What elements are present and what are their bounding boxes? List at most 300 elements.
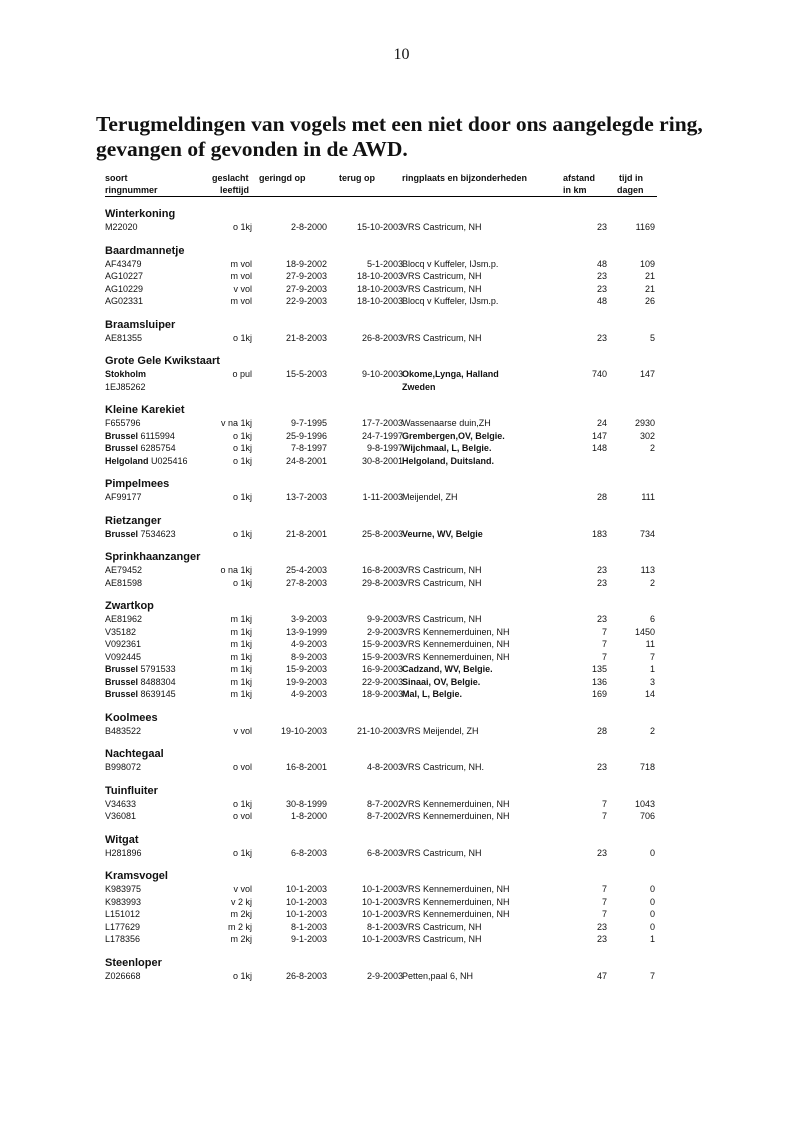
ringed-date: 8-9-2003 [290, 651, 327, 662]
days-elapsed: 1450 [634, 626, 655, 637]
species-name: Grote Gele Kwikstaart [105, 355, 220, 367]
sex-age: o vol [232, 811, 252, 821]
return-date: 8-7-2002 [366, 811, 403, 821]
ring-place: VRS Kennemerduinen, NH [402, 884, 510, 894]
table-row [105, 221, 657, 234]
ringed-date: 10-1-2003 [285, 896, 327, 907]
sex-age: v 2 kj [230, 896, 252, 907]
ring-scheme: Brussel [105, 443, 139, 453]
sex-age: v vol [233, 884, 252, 894]
ring-place: VRS Castricum, NH [402, 332, 482, 343]
ringed-date: 30-8-1999 [285, 798, 327, 809]
days-elapsed: 109 [639, 258, 655, 269]
distance-km: 148 [591, 443, 607, 453]
ring-code: H281896 [105, 847, 142, 858]
days-elapsed: 718 [639, 762, 655, 772]
table-row [105, 798, 657, 811]
ring-place: VRS Castricum, NH [402, 921, 482, 932]
days-elapsed: 111 [641, 492, 655, 502]
return-date: 18-9-2003 [361, 689, 403, 699]
table-row [105, 970, 657, 983]
ring-number [105, 455, 188, 468]
ring-place: Wassenaarse duin,ZH [402, 418, 491, 428]
days-elapsed: 1043 [634, 798, 655, 809]
ring-place: VRS Kennemerduinen, NH [402, 651, 510, 662]
table-row [105, 613, 657, 626]
sex-age: o 1kj [232, 798, 252, 809]
table-row [105, 761, 657, 774]
sex-age: m 1kj [230, 614, 252, 624]
ring-number [105, 270, 143, 283]
return-date: 22-9-2003 [361, 676, 403, 687]
table-row [105, 430, 657, 443]
ring-place: Meijendel, ZH [402, 492, 458, 502]
table-row [105, 270, 657, 283]
ring-place: Blocq v Kuffeler, IJsm.p. [402, 258, 499, 269]
days-elapsed: 1 [649, 934, 655, 944]
ring-scheme: Brussel [105, 528, 139, 539]
return-date: 9-8-1997 [366, 443, 403, 453]
return-date: 26-8-2003 [361, 332, 403, 343]
ring-code: AG10229 [105, 283, 144, 294]
ring-place: Zweden [402, 381, 436, 392]
distance-km: 7 [601, 626, 607, 637]
distance-km: 24 [596, 418, 607, 428]
sex-age: o na 1kj [220, 565, 252, 575]
distance-km: 23 [596, 283, 607, 294]
ring-code: AG02331 [105, 296, 144, 306]
sex-age: o 1kj [232, 455, 252, 466]
days-elapsed: 2 [649, 443, 655, 453]
ring-number [105, 921, 140, 934]
ringed-date: 6-8-2003 [290, 847, 327, 858]
ring-code: B998072 [105, 762, 142, 772]
header-tijd-in: tijd in [619, 173, 643, 183]
ringed-date: 15-5-2003 [285, 369, 327, 379]
distance-km: 28 [596, 725, 607, 736]
days-elapsed: 113 [640, 565, 655, 575]
ring-place: VRS Castricum, NH [402, 614, 482, 624]
sex-age: o vol [232, 762, 252, 772]
ring-number [105, 613, 142, 626]
ring-code: 8488304 [140, 676, 176, 687]
ring-number [105, 417, 141, 430]
ring-code: 6115994 [140, 430, 175, 441]
days-elapsed: 0 [649, 921, 655, 932]
days-elapsed: 2 [649, 725, 655, 736]
species-name: Koolmees [105, 711, 158, 724]
ringed-date: 4-9-2003 [290, 639, 327, 649]
ring-code: AE81355 [105, 332, 143, 343]
ring-place: VRS Castricum, NH [402, 577, 482, 588]
header-terug-op: terug op [339, 173, 375, 183]
ring-number [105, 688, 176, 701]
ring-place: VRS Meijendel, ZH [402, 725, 479, 736]
sex-age: o 1kj [232, 577, 252, 588]
ring-number [105, 577, 142, 590]
ring-place: Petten,paal 6, NH [402, 970, 474, 981]
group-spacer [105, 737, 657, 747]
sex-age: o 1kj [232, 332, 252, 343]
days-elapsed: 0 [649, 896, 655, 907]
return-date: 10-1-2003 [361, 896, 403, 907]
ring-code: M22020 [105, 222, 138, 232]
table-row [105, 381, 657, 394]
ringed-date: 13-9-1999 [285, 626, 327, 637]
ringed-date: 16-8-2001 [285, 762, 327, 772]
table-row [105, 368, 657, 381]
group-spacer [105, 197, 657, 207]
table-row [105, 676, 657, 689]
header-ringnummer: ringnummer [105, 185, 158, 195]
sex-age: o 1kj [232, 492, 252, 502]
sex-age: o 1kj [232, 847, 252, 858]
return-date: 16-8-2003 [361, 565, 403, 575]
header-leeftijd: leeftijd [220, 185, 250, 195]
distance-km: 23 [596, 762, 607, 772]
ring-place: Blocq v Kuffeler, IJsm.p. [402, 296, 499, 306]
ring-number [105, 332, 142, 345]
ring-place: VRS Kennemerduinen, NH [402, 798, 510, 809]
ring-number [105, 883, 141, 896]
ringed-date: 25-9-1996 [285, 430, 327, 441]
species-name: Kleine Karekiet [105, 404, 185, 416]
distance-km: 136 [591, 676, 607, 687]
distance-km: 23 [596, 847, 607, 858]
distance-km: 7 [601, 639, 607, 649]
days-elapsed: 11 [645, 639, 655, 649]
return-date: 25-8-2003 [361, 528, 403, 539]
header-dagen: dagen [617, 185, 644, 195]
distance-km: 7 [601, 909, 607, 919]
return-date: 10-1-2003 [361, 934, 403, 944]
ring-place: VRS Castricum, NH [402, 283, 482, 294]
page-number: 10 [393, 46, 410, 63]
return-date: 9-10-2003 [361, 369, 403, 379]
sex-age: m 1kj [230, 626, 252, 637]
ring-number [105, 442, 176, 455]
ring-number [105, 908, 140, 921]
ringed-date: 10-1-2003 [285, 909, 327, 919]
distance-km: 23 [596, 271, 607, 281]
page-title: Terugmeldingen van vogels met een niet door ons aangelegde ring, gevangen of gevonden in de AWD. [96, 112, 703, 161]
distance-km: 47 [596, 970, 607, 981]
ring-number [105, 761, 141, 774]
ring-place: VRS Kennemerduinen, NH [402, 626, 510, 637]
ring-code: 1EJ85262 [105, 381, 146, 392]
distance-km: 7 [601, 651, 607, 662]
ringed-date: 26-8-2003 [285, 970, 327, 981]
ring-number [105, 295, 143, 308]
ring-place: VRS Castricum, NH. [402, 762, 485, 772]
ring-code: K983975 [105, 884, 142, 894]
group-spacer [105, 589, 657, 599]
days-elapsed: 7 [649, 970, 655, 981]
species-name: Zwartkop [105, 600, 154, 612]
ringed-date: 8-1-2003 [290, 921, 327, 932]
ring-place: Cadzand, WV, Belgie. [402, 664, 493, 674]
ring-place: Veurne, WV, Belgie [402, 528, 483, 539]
ring-number [105, 725, 141, 738]
table-row [105, 810, 657, 823]
distance-km: 7 [601, 811, 607, 821]
species-name: Rietzanger [105, 514, 162, 527]
ring-scheme: Stokholm [105, 369, 147, 379]
ring-code: K983993 [105, 896, 142, 907]
table-row [105, 896, 657, 909]
ringed-date: 19-10-2003 [280, 725, 327, 736]
return-date: 4-8-2003 [366, 762, 403, 772]
ringed-date: 7-8-1997 [290, 443, 327, 453]
header-soort: soort [105, 173, 128, 183]
table-row [105, 626, 657, 639]
sex-age: m 1kj [230, 676, 252, 687]
sex-age: m vol [230, 258, 252, 269]
sex-age: o 1kj [232, 430, 252, 441]
sex-age: m 2kj [230, 909, 252, 919]
return-date: 15-10-2003 [356, 222, 403, 232]
ringed-date: 27-8-2003 [285, 577, 327, 588]
return-date: 21-10-2003 [356, 725, 403, 736]
header-ringplaats: ringplaats en bijzonderheden [402, 173, 528, 183]
ringed-date: 19-9-2003 [285, 676, 327, 687]
sex-age: m vol [230, 271, 252, 281]
species-name: Winterkoning [105, 208, 176, 220]
ringed-date: 4-9-2003 [290, 689, 327, 699]
sex-age: o 1kj [232, 528, 252, 539]
ringed-date: 21-8-2003 [285, 332, 327, 343]
days-elapsed: 706 [639, 811, 655, 821]
group-spacer [105, 540, 657, 550]
header-afstand: afstand [563, 173, 596, 183]
ring-scheme: Brussel [105, 689, 139, 699]
return-date: 2-9-2003 [366, 626, 403, 637]
distance-km: 23 [596, 222, 607, 232]
sex-age: m 1kj [230, 639, 252, 649]
distance-km: 23 [596, 921, 607, 932]
table-row [105, 921, 657, 934]
ringed-date: 25-4-2003 [285, 565, 327, 575]
days-elapsed: 0 [649, 847, 655, 858]
days-elapsed: 21 [644, 283, 655, 294]
table-row [105, 688, 657, 701]
distance-km: 135 [591, 664, 607, 674]
days-elapsed: 1169 [635, 222, 655, 232]
ring-place: VRS Castricum, NH [402, 847, 482, 858]
table-header [105, 172, 657, 197]
ring-number [105, 663, 176, 676]
group-spacer [105, 308, 657, 318]
ring-place: Sinaai, OV, Belgie. [402, 676, 481, 687]
ring-number [105, 491, 142, 504]
return-date: 29-8-2003 [361, 577, 403, 588]
ring-number [105, 847, 142, 860]
species-name: Tuinfluiter [105, 784, 158, 797]
return-date: 30-8-2001 [361, 455, 403, 466]
return-date: 8-7-2002 [366, 798, 403, 809]
table-row [105, 491, 657, 504]
ring-place: VRS Kennemerduinen, NH [402, 811, 510, 821]
ring-code: V34633 [105, 798, 137, 809]
ringed-date: 15-9-2003 [285, 664, 327, 674]
species-name: Kramsvogel [105, 870, 168, 882]
ring-scheme: Brussel [105, 430, 139, 441]
table-row [105, 883, 657, 896]
ringed-date: 27-9-2003 [285, 283, 327, 294]
ring-number [105, 528, 176, 541]
days-elapsed: 2 [649, 577, 655, 588]
sex-age: v vol [233, 725, 252, 736]
group-spacer [105, 774, 657, 784]
distance-km: 23 [596, 332, 607, 343]
header-geringd-op: geringd op [259, 173, 306, 183]
ring-code: AE79452 [105, 565, 143, 575]
distance-km: 7 [601, 798, 607, 809]
group-spacer [105, 344, 657, 354]
group-spacer [105, 823, 657, 833]
sex-age: o 1kj [232, 443, 252, 453]
return-date: 18-10-2003 [356, 296, 403, 306]
sex-age: m vol [230, 296, 252, 306]
ring-number [105, 798, 136, 811]
return-date: 10-1-2003 [361, 909, 403, 919]
return-date: 18-10-2003 [356, 271, 403, 281]
ringed-date: 2-8-2000 [290, 222, 327, 232]
table-row [105, 725, 657, 738]
distance-km: 23 [596, 565, 607, 575]
ring-number [105, 810, 136, 823]
distance-km: 23 [596, 577, 607, 588]
header-geslacht: geslacht [212, 173, 249, 183]
ringed-date: 9-7-1995 [290, 418, 327, 428]
days-elapsed: 3 [649, 676, 655, 687]
ring-code: 7534623 [140, 528, 176, 539]
ring-scheme: Brussel [105, 664, 139, 674]
table-row [105, 528, 657, 541]
ring-code: 8639145 [140, 689, 176, 699]
ring-place: VRS Kennemerduinen, NH [402, 639, 510, 649]
sex-age: o 1kj [232, 222, 252, 232]
return-date: 5-1-2003 [366, 258, 403, 269]
ring-place: Helgoland, Duitsland. [402, 455, 495, 466]
ring-number [105, 651, 141, 664]
ring-place: VRS Castricum, NH [402, 222, 482, 232]
table-row [105, 455, 657, 468]
days-elapsed: 147 [639, 369, 655, 379]
species-name: Braamsluiper [105, 318, 176, 331]
species-name: Nachtegaal [105, 748, 164, 760]
ring-code: 5791533 [140, 664, 176, 674]
sex-age: m 2kj [230, 934, 252, 944]
table-row [105, 332, 657, 345]
ring-place: Mal, L, Belgie. [402, 689, 463, 699]
days-elapsed: 1 [649, 664, 655, 674]
sex-age: m 2 kj [227, 921, 252, 932]
ring-code: AF99177 [105, 492, 142, 502]
distance-km: 147 [591, 430, 607, 441]
group-spacer [105, 393, 657, 403]
distance-km: 7 [601, 884, 607, 894]
ringed-date: 10-1-2003 [285, 884, 327, 894]
sex-age: o pul [232, 369, 252, 379]
days-elapsed: 7 [649, 651, 655, 662]
table-row [105, 564, 657, 577]
table-row [105, 258, 657, 271]
table-row [105, 417, 657, 430]
distance-km: 183 [591, 528, 607, 539]
sex-age: v vol [233, 283, 252, 294]
ring-code: AE81962 [105, 614, 143, 624]
distance-km: 48 [596, 258, 607, 269]
return-date: 6-8-2003 [366, 847, 403, 858]
ring-number [105, 626, 136, 639]
ring-code: L178356 [105, 934, 141, 944]
ring-scheme: Brussel [105, 676, 139, 687]
ring-code: AG10227 [105, 271, 144, 281]
sex-age: m 1kj [230, 689, 252, 699]
days-elapsed: 734 [639, 528, 655, 539]
ringed-date: 18-9-2002 [285, 258, 327, 269]
ring-place: VRS Castricum, NH [402, 271, 482, 281]
days-elapsed: 2930 [634, 418, 655, 428]
ring-code: V092361 [105, 639, 142, 649]
table-row [105, 663, 657, 676]
return-date: 15-9-2003 [361, 639, 403, 649]
return-date: 9-9-2003 [366, 614, 403, 624]
return-date: 10-1-2003 [361, 884, 403, 894]
ring-number [105, 381, 146, 394]
days-elapsed: 26 [644, 296, 655, 306]
return-date: 8-1-2003 [366, 921, 403, 932]
distance-km: 48 [596, 296, 607, 306]
ring-code: V36081 [105, 811, 137, 821]
days-elapsed: 21 [644, 271, 655, 281]
species-name: Steenloper [105, 956, 162, 969]
ring-number [105, 368, 146, 381]
distance-km: 23 [596, 614, 607, 624]
group-spacer [105, 234, 657, 244]
ring-number [105, 221, 138, 234]
sex-age: m 1kj [230, 664, 252, 674]
ring-code: 6285754 [140, 443, 176, 453]
ringed-date: 1-8-2000 [290, 811, 327, 821]
ring-code: F655796 [105, 418, 141, 428]
table-row [105, 577, 657, 590]
ring-scheme: Helgoland [105, 455, 149, 466]
ringed-date: 21-8-2001 [285, 528, 327, 539]
species-name: Witgat [105, 833, 139, 846]
group-spacer [105, 946, 657, 956]
species-name: Sprinkhaanzanger [105, 551, 201, 563]
return-date: 17-7-2003 [361, 418, 403, 428]
group-spacer [105, 701, 657, 711]
group-spacer [105, 504, 657, 514]
return-date: 24-7-1997 [361, 430, 403, 441]
species-groups [105, 197, 657, 982]
sex-age: m 1kj [230, 651, 252, 662]
ringed-date: 9-1-2003 [290, 934, 327, 944]
ring-place: VRS Kennemerduinen, NH [402, 909, 510, 919]
ring-code: AF43479 [105, 258, 142, 269]
ringed-date: 24-8-2001 [285, 455, 327, 466]
ringed-date: 13-7-2003 [285, 492, 327, 502]
days-elapsed: 0 [649, 884, 655, 894]
table-row [105, 933, 657, 946]
ring-code: Z026668 [105, 970, 141, 981]
ring-number [105, 638, 141, 651]
return-date: 1-11-2003 [362, 492, 403, 502]
ring-code: AE81598 [105, 577, 143, 588]
